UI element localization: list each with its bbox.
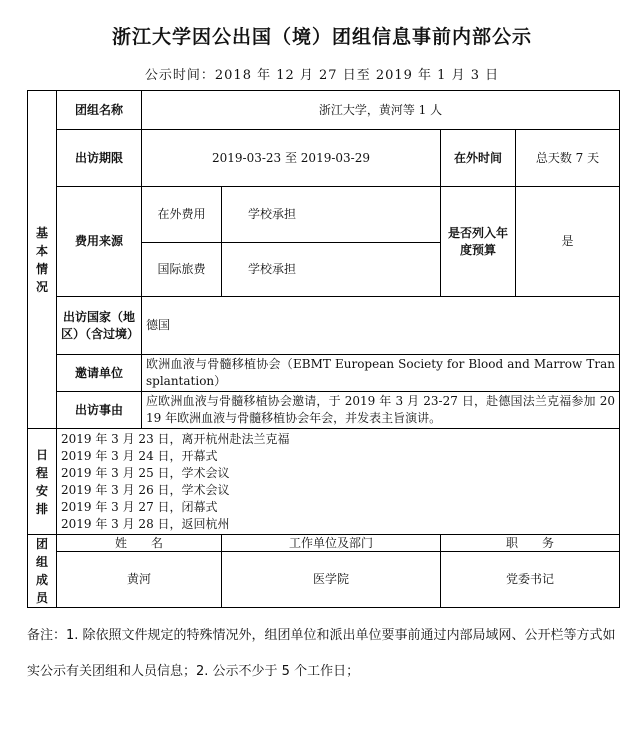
vertical-char: 员 (35, 591, 48, 605)
funding-label: 费用来源 (57, 187, 142, 297)
budget-label: 是否列入年度预算 (441, 187, 516, 297)
member-position: 党委书记 (441, 552, 620, 608)
document-title: 浙江大学因公出国（境）团组信息事前内部公示 (111, 26, 532, 48)
schedule-item: 2019 年 3 月 27 日，闭幕式 (61, 499, 218, 514)
header-unit: 工作单位及部门 (222, 535, 441, 552)
group-name-label: 团组名称 (57, 91, 142, 130)
abroad-cost-label: 在外费用 (142, 187, 222, 243)
inviter-value: 欧洲血液与骨髓移植协会（EBMT European Society for Blood and Marrow Transplantation） (142, 355, 620, 392)
section-label-basic (28, 91, 57, 429)
remark-note: 备注：1. 除依照文件规定的特殊情况外，组团单位和派出单位要事前通过内部局域网、公开栏等方式如实公示有关团组和人员信息；2. 公示不少于 5 个工作日； (27, 628, 616, 679)
purpose-label: 出访事由 (57, 392, 142, 429)
period-value: 2019-03-23 至 2019-03-29 (142, 130, 441, 187)
inviter-label: 邀请单位 (57, 355, 142, 392)
header-position: 职 务 (441, 535, 620, 552)
abroad-time-value: 总天数 7 天 (516, 130, 620, 187)
row-purpose (28, 392, 620, 429)
schedule-item: 2019 年 3 月 26 日，学术会议 (61, 482, 230, 497)
schedule-item: 2019 年 3 月 28 日，返回杭州 (61, 516, 230, 531)
vertical-char: 日 (35, 447, 48, 462)
vertical-char: 况 (35, 279, 48, 294)
header-name: 姓 名 (57, 535, 222, 552)
vertical-char: 基 (35, 225, 48, 240)
period-label: 出访期限 (57, 130, 142, 187)
member-name: 黄河 (57, 552, 222, 608)
intl-travel-value: 学校承担 (222, 243, 441, 297)
vertical-char: 排 (35, 501, 48, 516)
table-row (28, 552, 620, 608)
country-value: 德国 (142, 297, 620, 355)
section-label-members (28, 535, 57, 608)
vertical-char: 组 (35, 555, 48, 569)
row-members-header (28, 535, 620, 552)
vertical-char: 本 (35, 243, 48, 258)
vertical-char: 成 (35, 573, 48, 587)
publish-time: 公示时间：2018 年 12 月 27 日至 2019 年 1 月 3 日 (144, 68, 500, 83)
vertical-char: 程 (35, 465, 48, 480)
row-inviter (28, 355, 620, 392)
budget-value: 是 (516, 187, 620, 297)
row-abroad-cost (28, 187, 620, 243)
vertical-char: 情 (35, 261, 48, 276)
abroad-time-label: 在外时间 (441, 130, 516, 187)
row-country (28, 297, 620, 355)
schedule-list (57, 429, 620, 535)
row-schedule (28, 429, 620, 535)
group-name-value: 浙江大学，黄河等 1 人 (142, 91, 620, 130)
member-unit: 医学院 (222, 552, 441, 608)
row-period (28, 130, 620, 187)
schedule-item: 2019 年 3 月 25 日，学术会议 (61, 465, 230, 480)
vertical-char: 团 (35, 537, 48, 551)
vertical-char: 安 (35, 483, 48, 498)
country-label: 出访国家（地区）（含过境） (57, 297, 142, 355)
row-group-name (28, 91, 620, 130)
info-table (27, 90, 620, 608)
section-label-schedule (28, 429, 57, 535)
abroad-cost-value: 学校承担 (222, 187, 441, 243)
purpose-value: 应欧洲血液与骨髓移植协会邀请，于 2019 年 3 月 23-27 日，赴德国法兰克福参加 2019 年欧洲血液与骨髓移植协会年会，并发表主旨演讲。 (142, 392, 620, 429)
schedule-item: 2019 年 3 月 24 日，开幕式 (61, 448, 218, 463)
intl-travel-label: 国际旅费 (142, 243, 222, 297)
schedule-item: 2019 年 3 月 23 日，离开杭州赴法兰克福 (61, 431, 290, 446)
